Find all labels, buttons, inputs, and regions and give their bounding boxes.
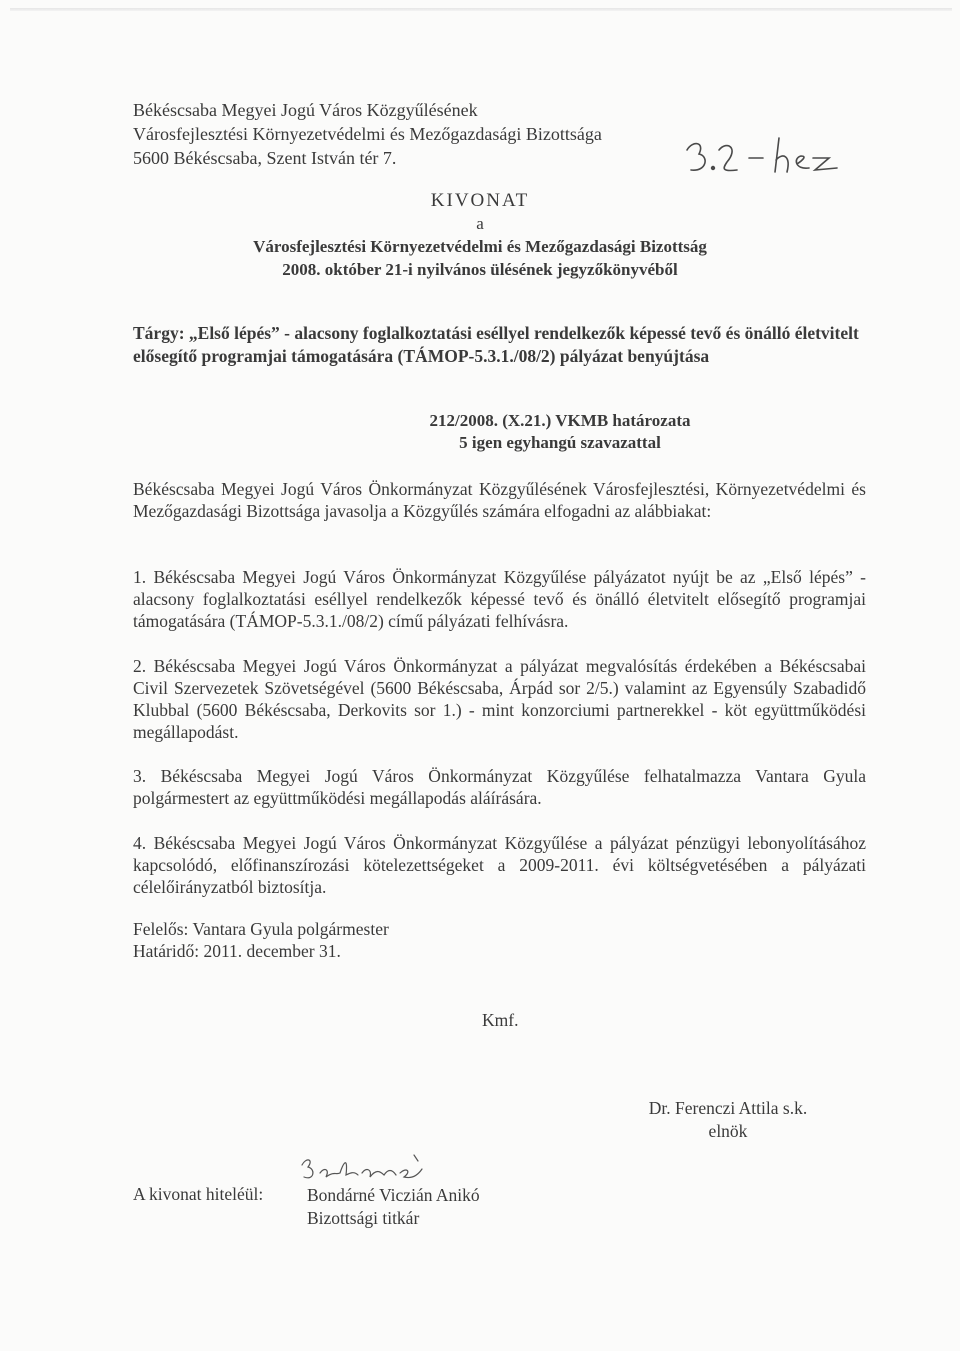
responsible-person: Felelős: Vantara Gyula polgármester <box>133 919 389 939</box>
certification-label: A kivonat hiteléül: <box>133 1184 264 1204</box>
intro-paragraph: Békéscsaba Megyei Jogú Város Önkormányzat Közgyűlésének Városfejlesztési, Környezetvédelmi és Mezőgazdasági Bizottsága javasolja a Közgyűlés számára elfogadni az alábbiakat: <box>133 479 866 521</box>
kmf-mark: Kmf. <box>482 1010 519 1030</box>
title-meeting-date: 2008. október 21-i nyilvános ülésének jegyzőkönyvéből <box>282 260 678 279</box>
secretary-role: Bizottsági titkár <box>307 1208 420 1228</box>
responsibility-block <box>133 918 389 962</box>
sender-line-1: Békéscsaba Megyei Jogú Város Közgyűlésének <box>133 100 478 120</box>
scan-edge-line <box>10 8 952 11</box>
chair-signature-block <box>648 1097 808 1143</box>
subject-line: Tárgy: „Első lépés” - alacsony foglalkoztatási eséllyel rendelkezők képessé tevő és önálló életvitelt elősegítő programjai támogatására (TÁMOP-5.3.1./08/2) pályázat benyújtása <box>133 323 859 366</box>
chair-role: elnök <box>708 1121 748 1141</box>
sender-line-3: 5600 Békéscsaba, Szent István tér 7. <box>133 148 397 168</box>
resolution-number: 212/2008. (X.21.) VKMB határozata <box>429 411 691 430</box>
point-4: 4. Békéscsaba Megyei Jogú Város Önkormányzat Közgyűlése a pályázat pénzügyi lebonyolításához kapcsolódó, előfinanszírozási kötelezettségeket a 2009-2011. évi költségvetésében a pályázati célelőirányzatból biztosítja. <box>133 833 866 897</box>
resolution-vote: 5 igen egyhangú szavazattal <box>459 433 661 452</box>
chair-name: Dr. Ferenczi Attila s.k. <box>648 1098 808 1118</box>
sender-line-2: Városfejlesztési Környezetvédelmi és Mezőgazdasági Bizottsága <box>133 124 602 144</box>
resolution-header <box>160 410 960 454</box>
title-committee <box>0 235 960 281</box>
certification-block <box>307 1184 480 1230</box>
point-2: 2. Békéscsaba Megyei Jogú Város Önkormányzat a pályázat megvalósítás érdekében a Békéscsabai Civil Szervezetek Szövetségével (5600 Békéscsaba, Árpád sor 2/5.) valamint az Egyensúly Szabadidő Klubbal (5600 Békéscsaba, Derkovits sor 1.) - mint konzorciumi partnerekkel - köt együttműködési megállapodást. <box>133 656 866 742</box>
handwritten-note <box>683 128 843 180</box>
title-committee-name: Városfejlesztési Környezetvédelmi és Mezőgazdasági Bizottság <box>253 237 707 256</box>
secretary-name: Bondárné Viczián Anikó <box>307 1185 480 1205</box>
deadline: Határidő: 2011. december 31. <box>133 941 341 961</box>
title-article: a <box>476 214 484 233</box>
document-title: KIVONAT <box>430 190 530 211</box>
sender-block <box>133 98 602 170</box>
handwritten-signature <box>296 1147 426 1187</box>
point-3: 3. Békéscsaba Megyei Jogú Város Önkormányzat Közgyűlése felhatalmazza Vantara Gyula polgármestert az együttműködési megállapodás aláírására. <box>133 766 866 808</box>
point-1: 1. Békéscsaba Megyei Jogú Város Önkormányzat Közgyűlése pályázatot nyújt be az „Első lépés” - alacsony foglalkoztatási eséllyel rendelkezők képessé tevő és önálló életvitelt elősegítő programjai támogatására (TÁMOP-5.3.1./08/2) című pályázati felhívásra. <box>133 567 866 631</box>
